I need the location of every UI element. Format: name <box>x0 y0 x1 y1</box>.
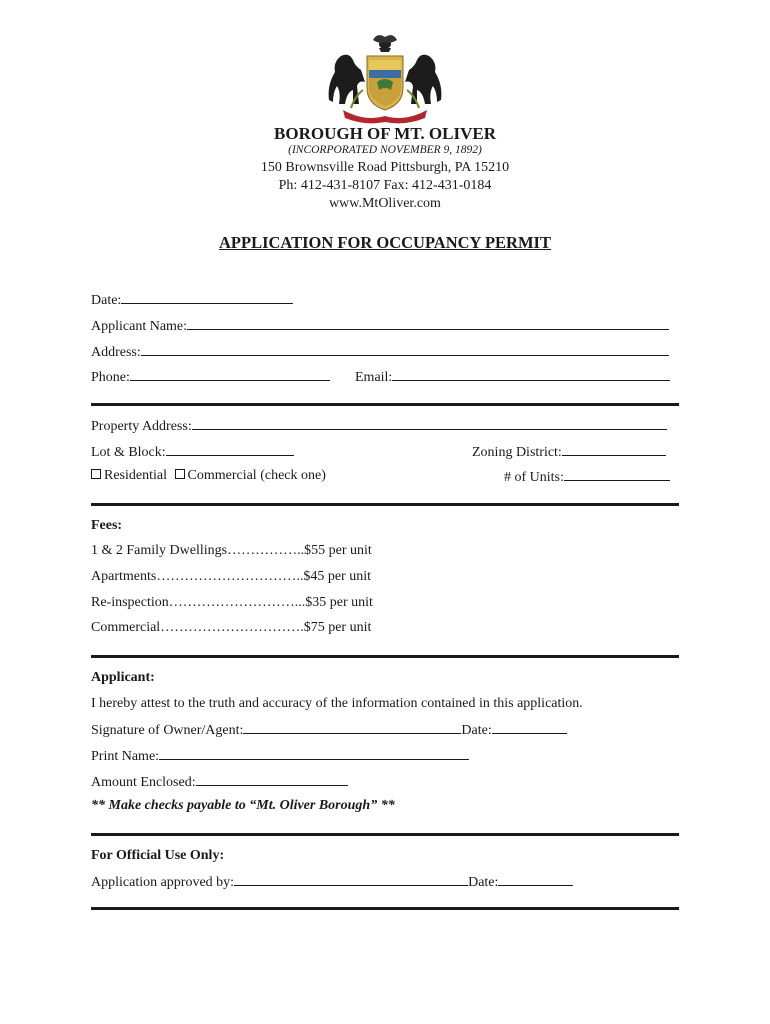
section-divider <box>91 503 679 506</box>
print-name-label: Print Name: <box>91 749 160 764</box>
print-name-row <box>91 746 469 766</box>
section-divider <box>91 907 679 910</box>
fee-item: 1 & 2 Family Dwellings……………..$55 per unit <box>91 543 372 558</box>
eagle-crest <box>373 35 397 52</box>
signature-field[interactable] <box>243 720 461 734</box>
form-title: APPLICATION FOR OCCUPANCY PERMIT <box>219 233 551 252</box>
zoning-district-row <box>472 442 666 462</box>
zoning-district-label: Zoning District: <box>472 445 562 460</box>
address-field[interactable] <box>141 342 669 356</box>
borough-website: www.MtOliver.com <box>329 196 441 211</box>
units-label: # of Units: <box>504 470 564 485</box>
residential-checkbox[interactable] <box>91 469 101 479</box>
signature-label: Signature of Owner/Agent: <box>91 723 244 738</box>
applicant-name-label: Applicant Name: <box>91 319 188 334</box>
residential-label: Residential <box>104 468 167 483</box>
phone-field[interactable] <box>130 367 330 381</box>
signature-row <box>91 720 567 740</box>
print-name-field[interactable] <box>159 746 469 760</box>
fee-item: Commercial………………………….$75 per unit <box>91 620 372 635</box>
checks-payable-note: ** Make checks payable to “Mt. Oliver Borough” ** <box>91 798 395 813</box>
zoning-district-field[interactable] <box>562 442 666 456</box>
address-label: Address: <box>91 345 141 360</box>
section-divider <box>91 833 679 836</box>
approved-date-field[interactable] <box>498 872 573 886</box>
email-field[interactable] <box>392 367 670 381</box>
applicant-heading: Applicant: <box>91 670 155 685</box>
amount-field[interactable] <box>196 772 348 786</box>
borough-seal-logo <box>315 30 455 124</box>
units-row <box>504 467 670 487</box>
signature-date-label: Date: <box>461 723 492 738</box>
borough-phone-fax: Ph: 412-431-8107 Fax: 412-431-0184 <box>278 178 492 193</box>
commercial-checkbox[interactable] <box>175 469 185 479</box>
official-use-heading: For Official Use Only: <box>91 848 225 863</box>
incorporation-date: (INCORPORATED NOVEMBER 9, 1892) <box>288 144 482 156</box>
date-field[interactable] <box>121 290 293 304</box>
right-horse <box>405 55 441 104</box>
property-type-row <box>91 467 326 485</box>
shield <box>367 56 403 110</box>
address-row <box>91 342 669 362</box>
fee-item: Apartments…………………………..$45 per unit <box>91 569 371 584</box>
approved-by-field[interactable] <box>234 872 468 886</box>
amount-row <box>91 772 348 792</box>
approved-by-row <box>91 872 573 892</box>
section-divider <box>91 655 679 658</box>
motto-ribbon <box>343 110 427 123</box>
signature-date-field[interactable] <box>492 720 567 734</box>
lot-block-label: Lot & Block: <box>91 445 166 460</box>
attestation-text: I hereby attest to the truth and accuracy of the information contained in this application. <box>91 696 583 711</box>
applicant-name-row <box>91 316 669 336</box>
borough-title: BOROUGH OF MT. OLIVER <box>274 124 496 143</box>
property-address-field[interactable] <box>192 416 667 430</box>
approved-date-label: Date: <box>468 875 499 890</box>
property-address-label: Property Address: <box>91 419 192 434</box>
approved-by-label: Application approved by: <box>91 875 235 890</box>
email-label: Email: <box>355 370 393 385</box>
borough-address: 150 Brownsville Road Pittsburgh, PA 15210 <box>260 160 510 175</box>
date-row <box>91 290 293 310</box>
section-divider <box>91 403 679 406</box>
phone-row <box>91 367 330 387</box>
commercial-label: Commercial (check one) <box>187 468 326 483</box>
units-field[interactable] <box>564 467 670 481</box>
lot-block-row <box>91 442 294 462</box>
date-label: Date: <box>91 293 122 308</box>
email-row <box>355 367 670 387</box>
property-address-row <box>91 416 667 436</box>
fees-heading: Fees: <box>91 518 123 533</box>
phone-label: Phone: <box>91 370 130 385</box>
applicant-name-field[interactable] <box>187 316 669 330</box>
fee-item: Re-inspection………………………...$35 per unit <box>91 595 373 610</box>
amount-label: Amount Enclosed: <box>91 775 196 790</box>
lot-block-field[interactable] <box>166 442 294 456</box>
left-horse <box>329 55 365 104</box>
